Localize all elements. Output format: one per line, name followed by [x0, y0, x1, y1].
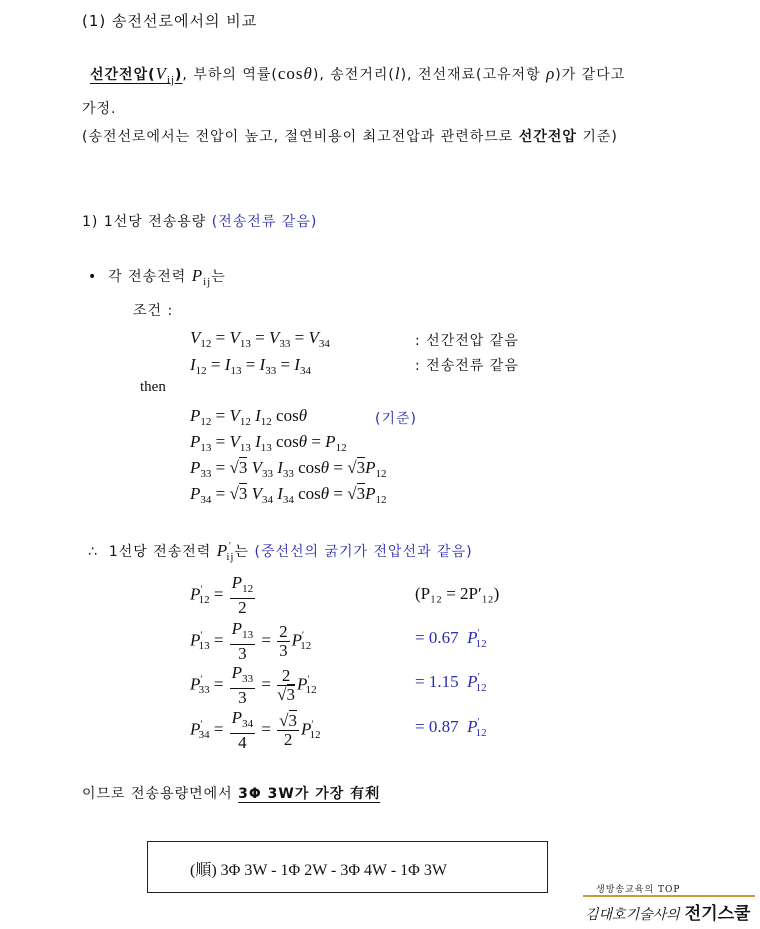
condition-voltage-eq: $V_{12} = V_{13} = V_{33} = V_{34}$: [190, 328, 330, 350]
condition-label: 조건 :: [133, 303, 174, 319]
section-title: (1) 송전선로에서의 비교: [82, 12, 258, 30]
logo: 김대호기술사의 전기스쿨: [585, 904, 751, 924]
result-34: = 0.87 $P'_{12}$: [415, 717, 487, 739]
assumption-line: 선간전압$(V_{ij})$, 부하의 역률(cosθ), 송전거리(l), 전선재료(고유저항 ρ)가 같다고: [90, 64, 626, 86]
conclusion: 이므로 전송용량면에서 3Φ 3W가 가장 有利: [82, 786, 381, 802]
ref-note: (기준): [375, 411, 417, 427]
rel-note: (P₁₂ = 2P′₁₂): [415, 584, 500, 603]
therefore-line: ∴ 1선당 전송전력 $P'_{ij}$는 (중선선의 굵기가 전압선과 같음): [88, 541, 473, 563]
condition-voltage-note: : 선간전압 같음: [415, 333, 519, 349]
eq-pp33: $P'_{33}$ = $\frac{P_{33}}{3}$ = $\frac{2}{√3}$ $P'_{12}$: [190, 663, 317, 707]
subsection-title: 1) 1선당 전송용량 (전송전류 같음): [82, 214, 318, 230]
eq-pp34: $P'_{34}$ = $\frac{P_{34}}{4}$ = $\frac{√3}{2}$ $P'_{12}$: [190, 708, 321, 752]
eq-p12: $P_{12} = V_{12}$ $I_{12}$ cosθ: [190, 406, 308, 428]
condition-current-note: : 전송전류 같음: [415, 358, 519, 374]
assumption-line2: 가정.: [82, 101, 117, 117]
logo-divider: [583, 895, 755, 897]
eq-pp13: $P'_{13}$ = $\frac{P_{13}}{3}$ = $\frac{2}{3}$ $P'_{12}$: [190, 619, 312, 663]
line-voltage-term: 선간전압$(V_{ij})$: [90, 64, 183, 86]
result-13: = 0.67 $P'_{12}$: [415, 628, 487, 650]
eq-p13: $P_{13} = V_{13}$ $I_{13}$ $\cos\theta = P_{12}$: [190, 432, 347, 454]
result-33: = 1.15 $P'_{12}$: [415, 672, 487, 694]
eq-p33: $P_{33} = √3$ $V_{33}$ $I_{33}$ $\cos\theta = √3P_{12}$: [190, 458, 387, 480]
order-text: (順) 3Φ 3W - 1Φ 2W - 3Φ 4W - 1Φ 3W: [190, 862, 447, 879]
then-label: then: [140, 379, 166, 395]
condition-current-eq: $I_{12} = I_{13} = I_{33} = I_{34}$: [190, 355, 311, 377]
logo-tagline: 생방송교육의 TOP: [596, 885, 681, 895]
bullet-line: • 각 전송전력 $P_{ij}$는: [88, 266, 226, 288]
eq-pp12: $P'_{12}$ = $\frac{P_{12}}{2}$: [190, 573, 254, 617]
assumption-note: (송전선로에서는 전압이 높고, 절연비용이 최고전압과 관련하므로 선간전압 기준): [82, 129, 618, 145]
eq-p34: $P_{34} = √3$ $V_{34}$ $I_{34}$ $\cos\theta = √3P_{12}$: [190, 484, 387, 506]
